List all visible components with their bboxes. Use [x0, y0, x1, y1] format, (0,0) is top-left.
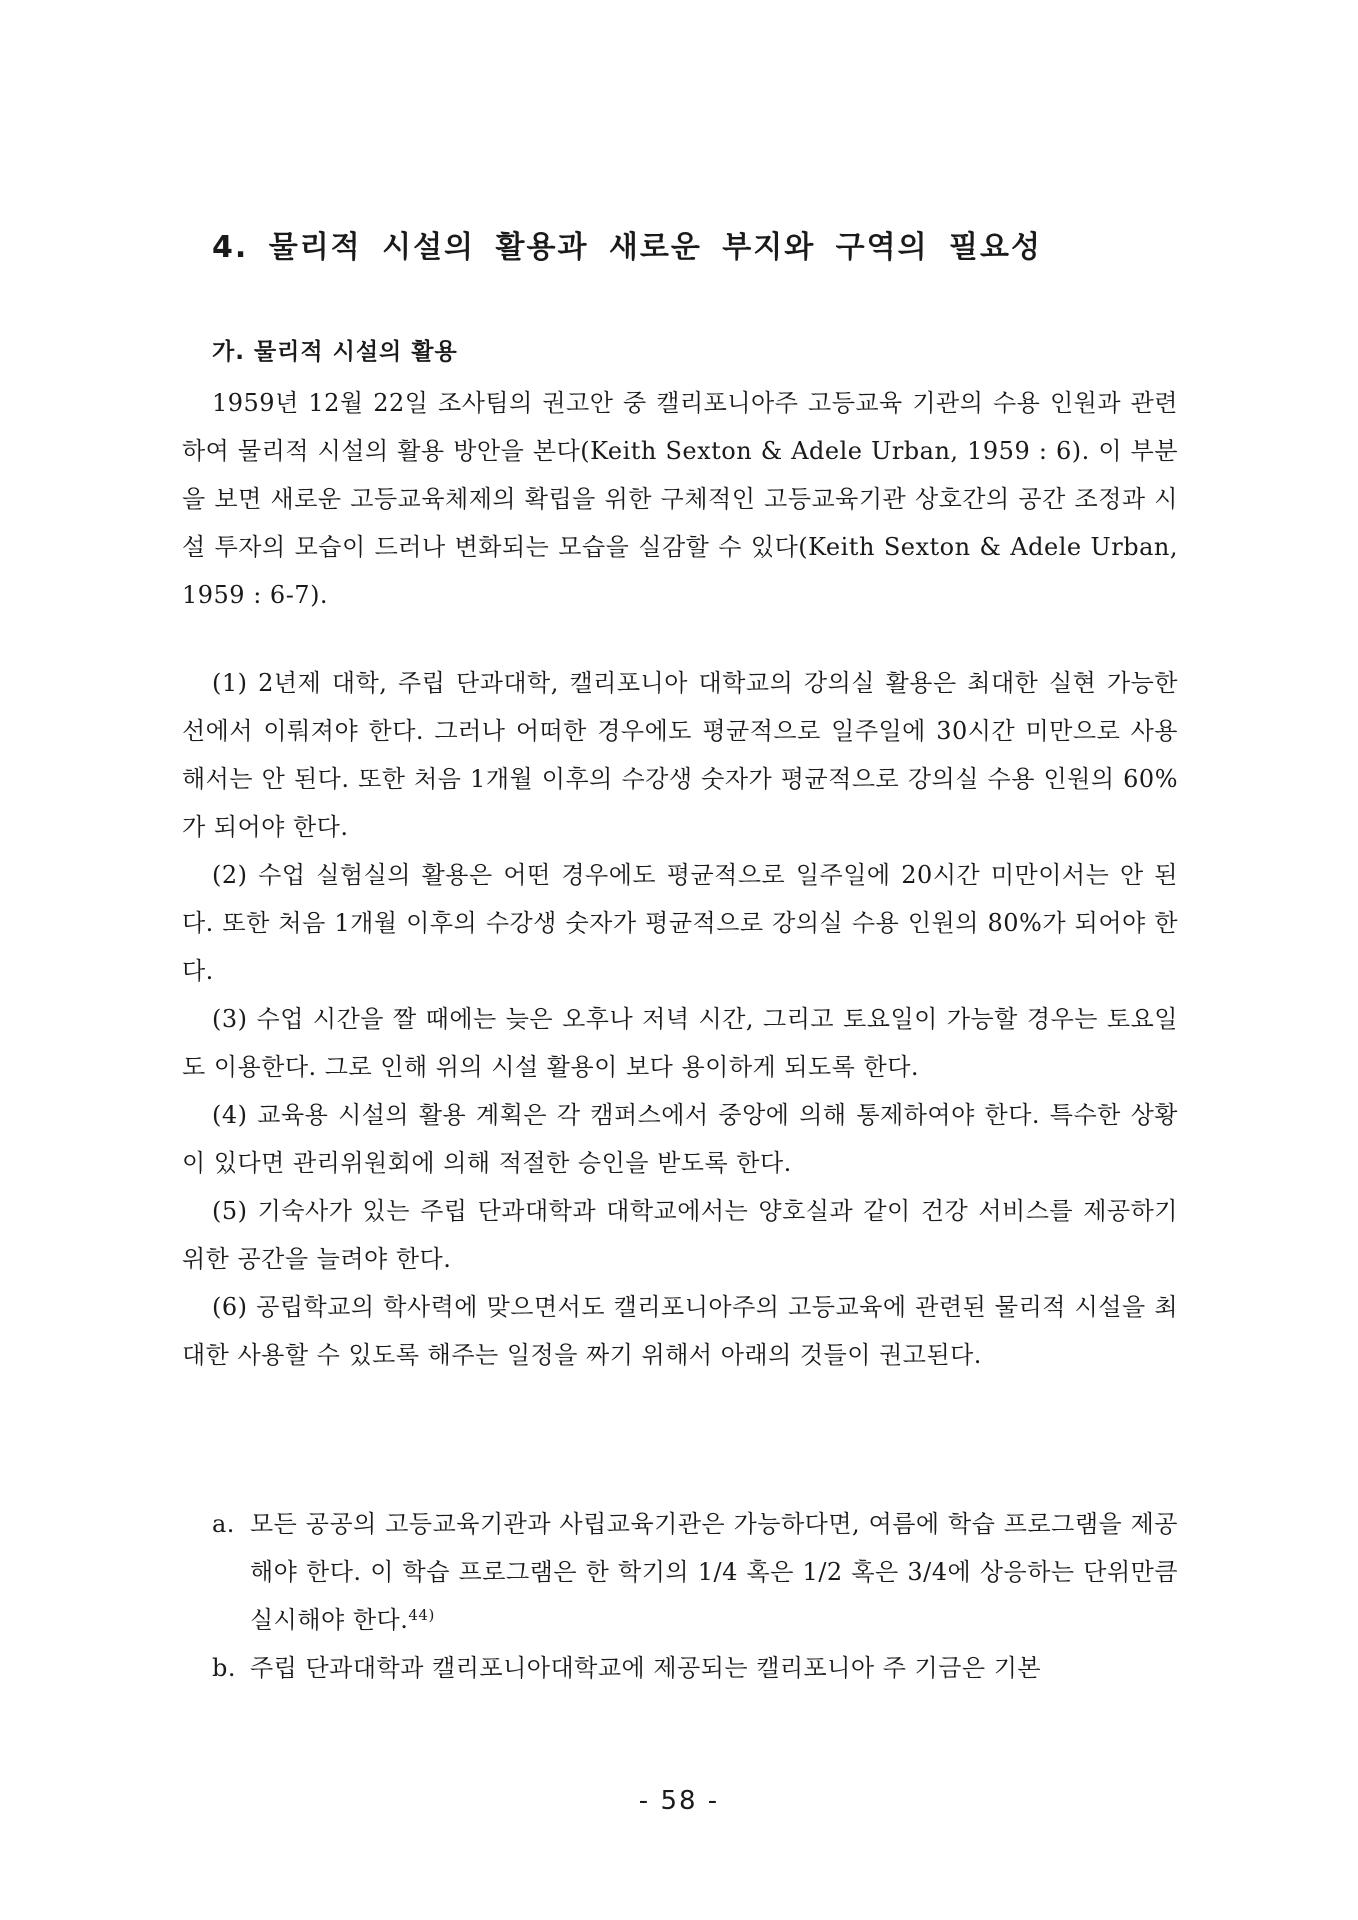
numbered-item: (1) 2년제 대학, 주립 단과대학, 캘리포니아 대학교의 강의실 활용은 최대한 실현 가능한 선에서 이뤄져야 한다. 그러나 어떠한 경우에도 평균적으로 일주일에 30시간 미만으로 사용해서는 안 된다. 또한 처음 1개월 이후의 수강생 숫자가 평균적으로 강의실 수용 인원의 60%가 되어야 한다. [182, 669, 1178, 841]
numbered-list [182, 659, 1178, 1379]
lettered-item [212, 1500, 1178, 1644]
list-letter: b. [212, 1654, 236, 1682]
numbered-item: (4) 교육용 시설의 활용 계획은 각 캠퍼스에서 중앙에 의해 통제하여야 한다. 특수한 상황이 있다면 관리위원회에 의해 적절한 승인을 받도록 한다. [182, 1101, 1178, 1177]
numbered-item: (6) 공립학교의 학사력에 맞으면서도 캘리포니아주의 고등교육에 관련된 물리적 시설을 최대한 사용할 수 있도록 해주는 일정을 짜기 위해서 아래의 것들이 권고된다. [182, 1293, 1178, 1369]
numbered-item: (2) 수업 실험실의 활용은 어떤 경우에도 평균적으로 일주일에 20시간 미만이서는 안 된다. 또한 처음 1개월 이후의 수강생 숫자가 평균적으로 강의실 수용 인원의 80%가 되어야 한다. [182, 861, 1178, 985]
footnote-marker[interactable]: 44) [408, 1606, 435, 1624]
intro-block [182, 379, 1178, 619]
list-item-text: 모든 공공의 고등교육기관과 사립교육기관은 가능하다면, 여름에 학습 프로그램을 제공해야 한다. 이 학습 프로그램은 한 학기의 1/4 혹은 1/2 혹은 3/4에 상응하는 단위만큼 실시해야 한다. [250, 1510, 1178, 1634]
section-heading: 가. 물리적 시설의 활용 [212, 339, 458, 365]
numbered-item: (5) 기숙사가 있는 주립 단과대학과 대학교에서는 양호실과 같이 건강 서비스를 제공하기 위한 공간을 늘려야 한다. [182, 1197, 1178, 1273]
intro-paragraph: 1959년 12월 22일 조사팀의 권고안 중 캘리포니아주 고등교육 기관의 수용 인원과 관련하여 물리적 시설의 활용 방안을 본다(Keith Sexton & Adele Urban, 1959 : 6). 이 부분을 보면 새로운 고등교육체제의 확립을 위한 구체적인 고등교육기관 상호간의 공간 조정과 시설 투자의 모습이 드러나 변화되는 모습을 실감할 수 있다(Keith Sexton & Adele Urban, 1959 : 6-7). [182, 389, 1178, 609]
lettered-item [212, 1644, 1178, 1692]
numbered-item: (3) 수업 시간을 짤 때에는 늦은 오후나 저녁 시간, 그리고 토요일이 가능할 경우는 토요일도 이용한다. 그로 인해 위의 시설 활용이 보다 용이하게 되도록 한다. [182, 1005, 1178, 1081]
chapter-title: 4. 물리적 시설의 활용과 새로운 부지와 구역의 필요성 [212, 230, 1042, 265]
list-item-text: 주립 단과대학과 캘리포니아대학교에 제공되는 캘리포니아 주 기금은 기본 [250, 1654, 1042, 1682]
list-letter: a. [212, 1510, 235, 1538]
page-number: - 58 - [638, 1786, 720, 1816]
lettered-list [212, 1500, 1178, 1692]
